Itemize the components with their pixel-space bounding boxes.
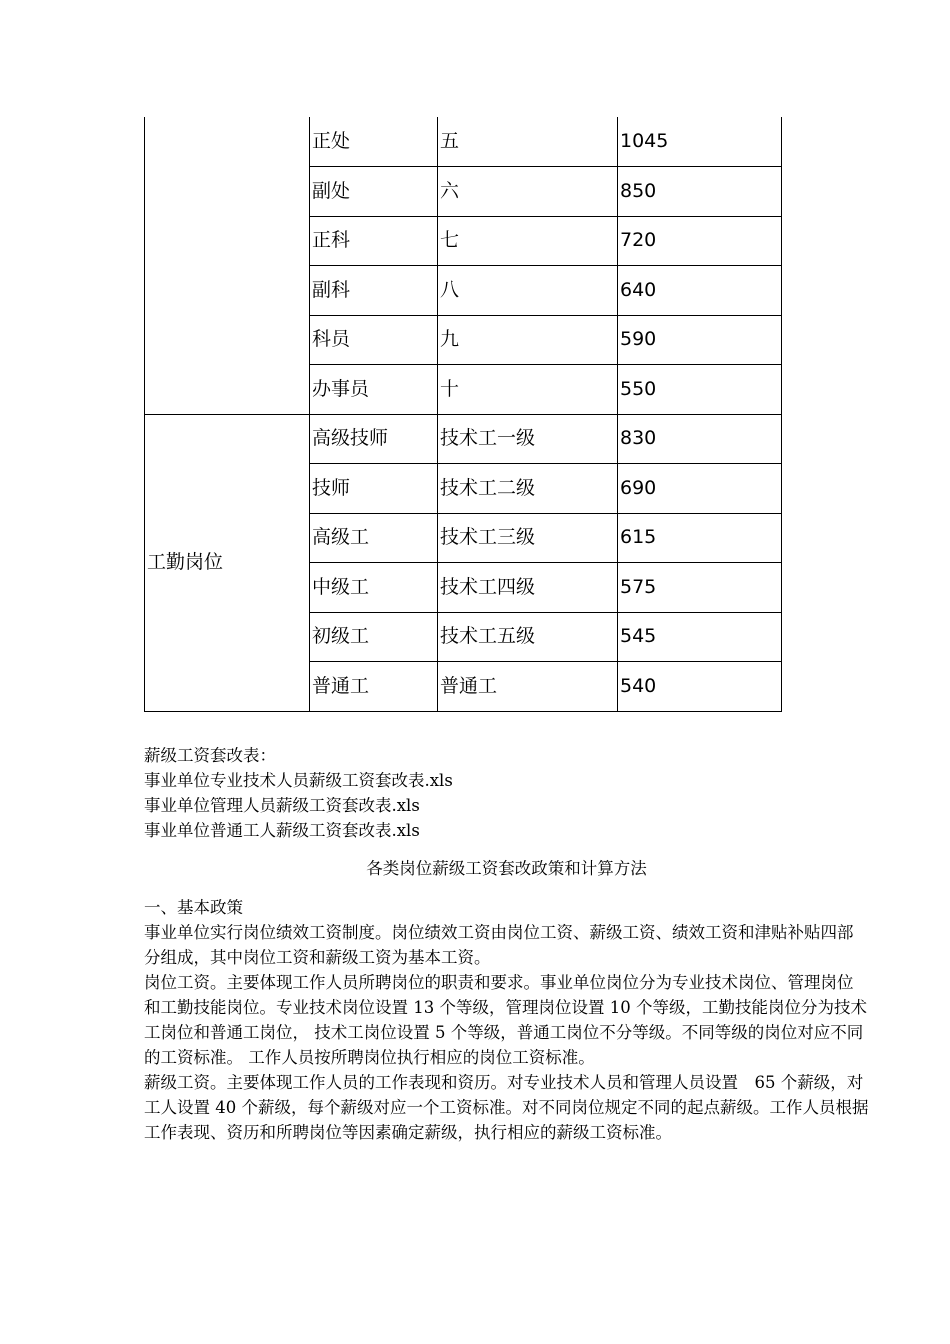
salary-cell: 550	[618, 365, 782, 415]
attachment-link[interactable]: 事业单位专业技术人员薪级工资套改表.xls	[144, 771, 453, 790]
post-cell: 办事员	[310, 365, 438, 415]
grade-cell: 七	[438, 216, 618, 266]
post-cell: 初级工	[310, 612, 438, 662]
salary-cell: 615	[618, 513, 782, 563]
grade-cell: 技术工一级	[438, 414, 618, 464]
grade-cell: 九	[438, 315, 618, 365]
paragraph: 薪级工资。主要体现工作人员的工作表现和资历。对专业技术人员和管理人员设置 65 个薪级，对工人设置 40 个薪级，每个薪级对应一个工资标准。对不同岗位规定不同的起点薪级。工作人员根据工作表现、资历和所聘岗位等因素确定薪级，执行相应的薪级工资标准。	[144, 1073, 869, 1142]
article-title: 各类岗位薪级工资套改政策和计算方法	[366, 859, 647, 878]
grade-cell: 技术工五级	[438, 612, 618, 662]
grade-cell: 六	[438, 167, 618, 217]
grade-cell: 技术工三级	[438, 513, 618, 563]
document-body	[144, 743, 869, 1145]
post-cell: 副科	[310, 266, 438, 316]
salary-cell: 640	[618, 266, 782, 316]
paragraph: 岗位工资。主要体现工作人员所聘岗位的职责和要求。事业单位岗位分为专业技术岗位、管理岗位和工勤技能岗位。专业技术岗位设置 13 个等级，管理岗位设置 10 个等级，工勤技能岗位分为技术工岗位和普通工岗位， 技术工岗位设置 5 个等级，普通工岗位不分等级。不同等级的岗位对应不同的工资标准。 工作人员按所聘岗位执行相应的岗位工资标准。	[144, 973, 867, 1067]
attachment-link[interactable]: 事业单位管理人员薪级工资套改表.xls	[144, 796, 420, 815]
grade-cell: 五	[438, 117, 618, 167]
salary-cell: 830	[618, 414, 782, 464]
salary-cell: 850	[618, 167, 782, 217]
group-cell-admin	[145, 117, 310, 414]
grade-cell: 技术工四级	[438, 563, 618, 613]
grade-cell: 十	[438, 365, 618, 415]
table-row	[145, 414, 782, 464]
salary-cell: 690	[618, 464, 782, 514]
attachments-heading: 薪级工资套改表：	[144, 746, 276, 765]
post-cell: 技师	[310, 464, 438, 514]
grade-cell: 普通工	[438, 662, 618, 712]
grade-cell: 技术工二级	[438, 464, 618, 514]
salary-cell: 545	[618, 612, 782, 662]
paragraph: 事业单位实行岗位绩效工资制度。岗位绩效工资由岗位工资、薪级工资、绩效工资和津贴补贴四部分组成，其中岗位工资和薪级工资为基本工资。	[144, 923, 854, 967]
post-cell: 普通工	[310, 662, 438, 712]
table-row	[145, 117, 782, 167]
salary-table	[144, 117, 782, 712]
section-heading: 一、基本政策	[144, 898, 243, 917]
salary-cell: 540	[618, 662, 782, 712]
salary-cell: 575	[618, 563, 782, 613]
post-cell: 科员	[310, 315, 438, 365]
group-cell-worker: 工勤岗位	[145, 414, 310, 711]
salary-cell: 720	[618, 216, 782, 266]
post-cell: 副处	[310, 167, 438, 217]
grade-cell: 八	[438, 266, 618, 316]
salary-cell: 1045	[618, 117, 782, 167]
salary-cell: 590	[618, 315, 782, 365]
post-cell: 高级工	[310, 513, 438, 563]
attachment-link[interactable]: 事业单位普通工人薪级工资套改表.xls	[144, 821, 420, 840]
post-cell: 中级工	[310, 563, 438, 613]
post-cell: 正科	[310, 216, 438, 266]
post-cell: 正处	[310, 117, 438, 167]
post-cell: 高级技师	[310, 414, 438, 464]
